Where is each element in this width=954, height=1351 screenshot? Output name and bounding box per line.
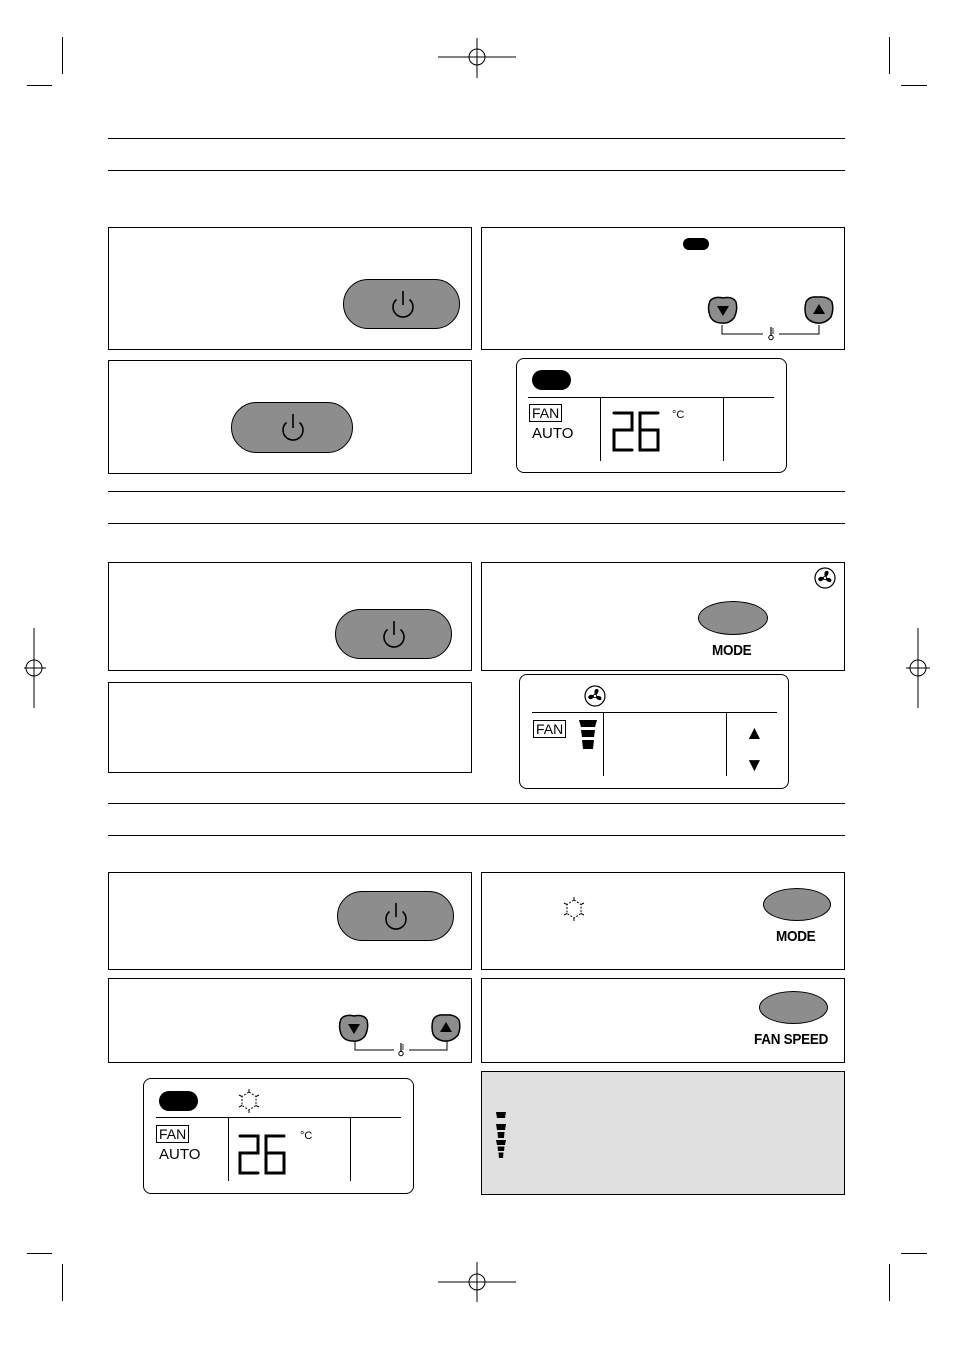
crop-mark xyxy=(27,1253,52,1254)
celsius-unit: °C xyxy=(672,409,685,421)
fan-speed-button[interactable] xyxy=(759,991,828,1024)
power-icon xyxy=(381,620,407,648)
lcd-tag xyxy=(532,370,571,390)
step-panel xyxy=(481,227,845,350)
crop-mark xyxy=(889,37,890,74)
crop-mark xyxy=(889,1264,890,1301)
step-panel xyxy=(108,682,472,773)
lcd-display xyxy=(516,358,787,473)
crop-mark xyxy=(27,85,52,86)
fan-icon xyxy=(584,685,606,707)
temperature-digits xyxy=(237,1132,289,1178)
thermometer-icon xyxy=(399,1043,404,1056)
step-panel xyxy=(108,872,472,970)
step-panel xyxy=(108,978,472,1063)
power-button[interactable] xyxy=(343,279,460,329)
registration-mark-bottom xyxy=(438,1262,516,1302)
fan-speed-high-icon xyxy=(496,1140,506,1158)
section-rule xyxy=(108,803,845,804)
lcd-divider xyxy=(600,397,601,461)
temp-up-button[interactable] xyxy=(803,295,835,325)
mode-button-label: MODE xyxy=(712,642,752,659)
step-panel xyxy=(108,360,472,474)
note-panel xyxy=(481,1071,845,1195)
step-panel xyxy=(481,562,845,671)
power-button[interactable] xyxy=(231,402,353,453)
lcd-tag xyxy=(683,238,709,250)
power-button[interactable] xyxy=(337,891,454,941)
section-rule xyxy=(108,138,845,139)
power-button[interactable] xyxy=(335,609,452,659)
section-rule xyxy=(108,523,845,524)
snowflake-icon xyxy=(562,897,586,921)
temp-down-button[interactable] xyxy=(338,1013,370,1043)
section-rule xyxy=(108,835,845,836)
fan-icon xyxy=(814,567,836,589)
fan-speed-button-label: FAN SPEED xyxy=(754,1031,829,1048)
step-panel xyxy=(481,978,845,1063)
lcd-tag xyxy=(159,1091,198,1111)
lcd-divider xyxy=(350,1117,351,1181)
crop-mark xyxy=(62,37,63,74)
mode-button[interactable] xyxy=(698,601,768,635)
power-icon xyxy=(390,290,416,318)
lcd-divider xyxy=(228,1117,229,1181)
thermometer-icon xyxy=(769,327,774,340)
mode-button[interactable] xyxy=(763,888,831,921)
step-panel xyxy=(481,872,845,970)
crop-mark xyxy=(901,1253,927,1254)
section-rule xyxy=(108,491,845,492)
auto-indicator: AUTO xyxy=(532,425,574,442)
step-panel xyxy=(108,227,472,350)
registration-mark-right xyxy=(906,628,930,708)
fan-speed-bars-icon xyxy=(578,719,598,751)
fan-speed-low-icon xyxy=(496,1112,506,1119)
temperature-bracket xyxy=(354,1041,449,1057)
temperature-digits xyxy=(611,409,663,455)
temp-down-button[interactable] xyxy=(707,295,739,325)
registration-mark-top xyxy=(438,38,516,78)
lcd-divider xyxy=(603,712,604,776)
lcd-divider xyxy=(726,712,727,776)
step-panel xyxy=(108,562,472,671)
lcd-display xyxy=(143,1078,414,1194)
lcd-rule xyxy=(532,712,777,713)
auto-indicator: AUTO xyxy=(159,1146,201,1163)
power-icon xyxy=(280,413,306,441)
section-rule xyxy=(108,170,845,171)
celsius-unit: °C xyxy=(300,1130,313,1142)
fan-indicator: FAN xyxy=(529,404,562,422)
up-arrow-icon: ▲ xyxy=(745,723,764,744)
lcd-display xyxy=(519,674,789,789)
fan-indicator: FAN xyxy=(533,720,566,738)
snowflake-icon xyxy=(237,1089,261,1113)
fan-indicator: FAN xyxy=(156,1125,189,1143)
registration-mark-left xyxy=(24,628,46,708)
lcd-rule xyxy=(528,397,774,398)
crop-mark xyxy=(901,85,927,86)
down-arrow-icon: ▼ xyxy=(745,755,764,776)
lcd-rule xyxy=(156,1117,401,1118)
lcd-divider xyxy=(723,397,724,461)
temp-up-button[interactable] xyxy=(430,1013,462,1043)
power-icon xyxy=(383,902,409,930)
crop-mark xyxy=(62,1264,63,1301)
mode-button-label: MODE xyxy=(776,928,816,945)
temperature-bracket xyxy=(721,325,821,341)
fan-speed-medium-icon xyxy=(496,1124,506,1138)
